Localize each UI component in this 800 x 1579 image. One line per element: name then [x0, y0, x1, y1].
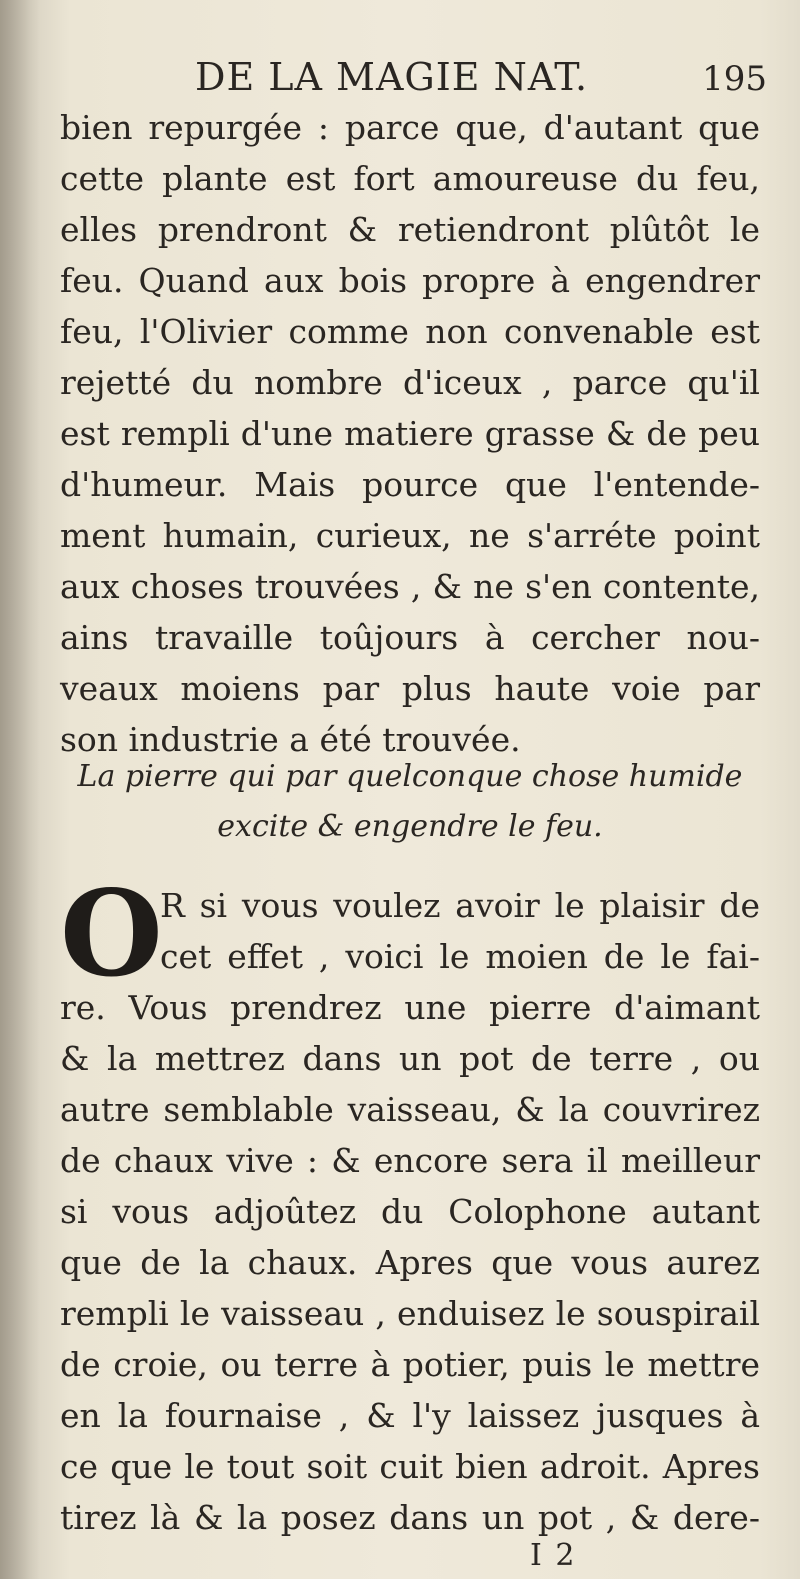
- text-line: rempli le vaisseau , enduisez le souspirail: [60, 1294, 760, 1333]
- text-line: aux choses trouvées , & ne s'en contente,: [60, 567, 760, 606]
- text-line: ment humain, curieux, ne s'arréte point: [60, 516, 760, 555]
- signature-mark: I 2: [530, 1538, 577, 1573]
- text-line: feu, l'Olivier comme non convenable est: [60, 312, 760, 351]
- text-line: ains travaille toûjours à cercher nou-: [60, 618, 760, 657]
- text-line: en la fournaise , & l'y laissez jusques à: [60, 1396, 760, 1435]
- text-line: autre semblable vaisseau, & la couvrirez: [60, 1090, 760, 1129]
- text-line: que de la chaux. Apres que vous aurez: [60, 1243, 760, 1282]
- text-line: feu. Quand aux bois propre à engendrer: [60, 261, 760, 300]
- text-line: cette plante est fort amoureuse du feu,: [60, 159, 760, 198]
- text-line: & la mettrez dans un pot de terre , ou: [60, 1039, 760, 1078]
- text-line: veaux moiens par plus haute voie par: [60, 669, 760, 708]
- heading-line: La pierre qui par quelconque chose humide: [77, 759, 743, 794]
- text-line: de chaux vive : & encore sera il meilleur: [60, 1141, 760, 1180]
- text-line: d'humeur. Mais pource que l'entende-: [60, 465, 760, 504]
- text-line: est rempli d'une matiere grasse & de peu: [60, 414, 760, 453]
- text-line: cet effet , voici le moien de le fai-: [160, 937, 760, 976]
- heading-line: excite & engendre le feu.: [217, 809, 603, 844]
- text-line: ce que le tout soit cuit bien adroit. Apres: [60, 1447, 760, 1486]
- text-line: R si vous voulez avoir le plaisir de: [160, 886, 760, 925]
- page-number: 195: [702, 59, 767, 99]
- text-line: re. Vous prendrez une pierre d'aimant: [60, 988, 760, 1027]
- page-header: [195, 52, 775, 102]
- page-gutter-shadow: [0, 0, 40, 1579]
- section-heading: [70, 752, 750, 852]
- drop-cap: O: [60, 864, 163, 1003]
- paragraph-continued: [60, 102, 760, 765]
- text-line: rejetté du nombre d'iceux , parce qu'il: [60, 363, 760, 402]
- text-line: bien repurgée : parce que, d'autant que: [60, 108, 760, 147]
- text-line: de croie, ou terre à potier, puis le mettre: [60, 1345, 760, 1384]
- text-line: si vous adjoûtez du Colophone autant: [60, 1192, 760, 1231]
- paragraph-new: [60, 864, 760, 1543]
- running-head: DE LA MAGIE NAT.: [195, 55, 589, 99]
- text-line: son industrie a été trouvée.: [60, 720, 521, 759]
- text-line: elles prendront & retiendront plûtôt le: [60, 210, 760, 249]
- text-line: tirez là & la posez dans un pot , & dere-: [60, 1498, 760, 1537]
